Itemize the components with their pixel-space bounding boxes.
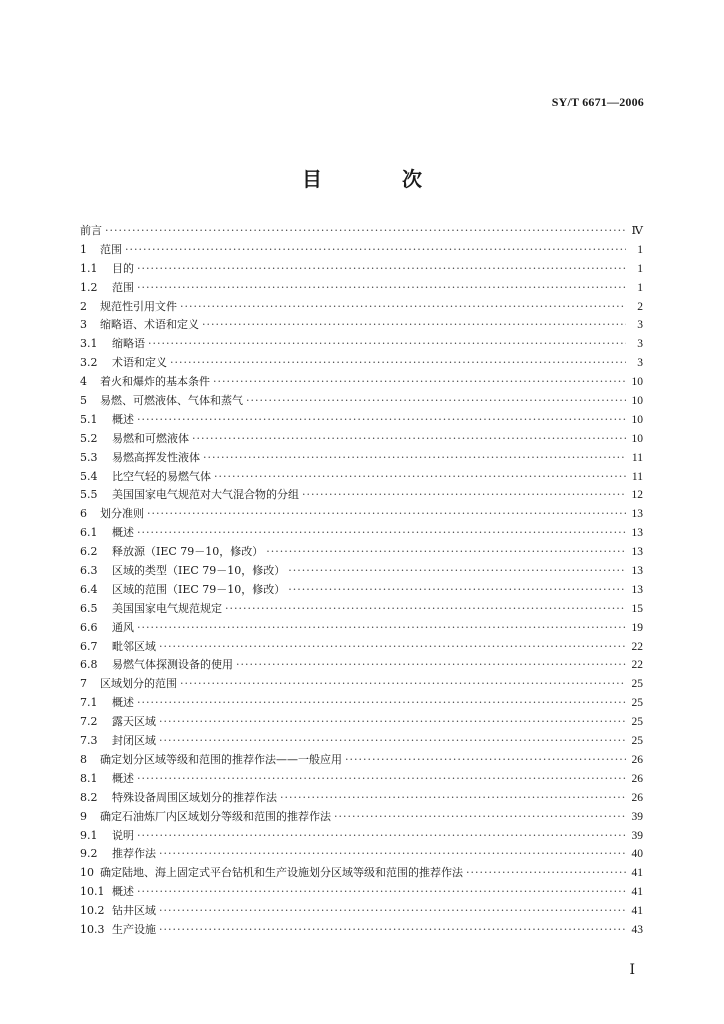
toc-entry[interactable] <box>80 373 643 392</box>
toc-entry-page: 10 <box>631 432 643 445</box>
toc-entry-page: Ⅳ <box>631 225 643 237</box>
toc-dot-leader <box>137 694 626 713</box>
toc-entry-page: 1 <box>637 262 643 275</box>
toc-entry-page: 25 <box>631 678 643 691</box>
toc-dot-leader <box>137 827 626 846</box>
toc-dot-leader <box>236 656 626 675</box>
toc-entry-page: 41 <box>631 867 643 880</box>
toc-entry-page: 15 <box>631 602 643 615</box>
toc-entry-label: 划分准则 <box>100 507 144 521</box>
toc-dot-leader <box>170 354 626 373</box>
toc-entry[interactable] <box>80 656 643 675</box>
toc-dot-leader <box>246 392 626 411</box>
toc-entry-page: 43 <box>631 923 643 936</box>
toc-entry-page: 11 <box>631 451 643 464</box>
table-of-contents <box>80 222 643 940</box>
toc-entry[interactable] <box>80 241 643 260</box>
toc-entry-number: 5.2 <box>80 431 98 445</box>
toc-entry-page: 1 <box>637 281 643 294</box>
toc-entry[interactable] <box>80 883 643 902</box>
toc-entry-page: 10 <box>631 376 643 389</box>
toc-dot-leader <box>225 600 626 619</box>
toc-entry[interactable] <box>80 581 643 600</box>
toc-entry-label: 露天区域 <box>112 715 156 729</box>
toc-dot-leader <box>345 751 626 770</box>
toc-entry[interactable] <box>80 619 643 638</box>
toc-entry-label: 缩略语 <box>112 337 145 351</box>
toc-entry-number: 6.2 <box>80 545 98 559</box>
toc-dot-leader <box>203 449 626 468</box>
toc-entry-label: 概述 <box>112 771 134 785</box>
toc-entry-number: 3 <box>80 318 87 332</box>
toc-entry-number: 8.2 <box>80 790 98 804</box>
toc-entry-number: 6.4 <box>80 582 98 596</box>
toc-entry-page: 22 <box>631 640 643 653</box>
toc-entry-page: 19 <box>631 621 643 634</box>
page-number: Ⅰ <box>629 963 635 978</box>
toc-entry-number: 9.1 <box>80 828 98 842</box>
toc-dot-leader <box>280 789 626 808</box>
toc-entry[interactable] <box>80 732 643 751</box>
toc-entry-page: 25 <box>631 735 643 748</box>
toc-entry-number: 6.5 <box>80 601 98 615</box>
toc-entry-number: 5.4 <box>80 469 98 483</box>
toc-entry[interactable] <box>80 392 643 411</box>
toc-entry-page: 25 <box>631 697 643 710</box>
toc-entry-label: 概述 <box>112 412 134 426</box>
toc-entry-label: 美国国家电气规范对大气混合物的分组 <box>112 488 299 502</box>
toc-entry-page: 10 <box>631 413 643 426</box>
toc-dot-leader <box>466 864 626 883</box>
toc-entry-page: 13 <box>631 546 643 559</box>
toc-entry-number: 4 <box>80 375 87 389</box>
toc-entry[interactable] <box>80 638 643 657</box>
toc-dot-leader <box>137 619 626 638</box>
toc-entry-label: 区域划分的范围 <box>100 677 177 691</box>
toc-entry-label: 易燃高挥发性液体 <box>112 450 200 464</box>
toc-entry-number: 1 <box>80 242 87 256</box>
toc-dot-leader <box>105 222 626 241</box>
toc-dot-leader <box>288 581 626 600</box>
toc-entry-page: 26 <box>631 772 643 785</box>
toc-entry-label: 概述 <box>112 885 134 899</box>
toc-entry-number: 6.3 <box>80 564 98 578</box>
toc-entry-label: 确定陆地、海上固定式平台钻机和生产设施划分区域等级和范围的推荐作法 <box>100 866 463 880</box>
toc-entry[interactable] <box>80 543 643 562</box>
toc-entry-label: 区域的类型（IEC 79－10，修改） <box>112 564 286 578</box>
toc-dot-leader <box>159 638 626 657</box>
toc-dot-leader <box>213 373 626 392</box>
toc-dot-leader <box>147 505 626 524</box>
toc-entry-page: 13 <box>631 527 643 540</box>
toc-entry-label: 钻井区域 <box>112 904 156 918</box>
toc-entry-label: 范围 <box>112 280 134 294</box>
toc-dot-leader <box>288 562 626 581</box>
toc-entry-number: 6.8 <box>80 658 98 672</box>
toc-entry-page: 2 <box>637 300 643 313</box>
toc-entry-number: 10 <box>80 866 94 880</box>
toc-entry-page: 13 <box>631 565 643 578</box>
toc-entry-number: 8 <box>80 752 87 766</box>
toc-dot-leader <box>159 732 626 751</box>
toc-entry-label: 特殊设备周围区域划分的推荐作法 <box>112 790 277 804</box>
toc-entry-label: 比空气轻的易燃气体 <box>112 469 211 483</box>
toc-entry-label: 释放源（IEC 79－10，修改） <box>112 545 264 559</box>
toc-entry-label: 推荐作法 <box>112 847 156 861</box>
toc-entry[interactable] <box>80 430 643 449</box>
toc-entry[interactable] <box>80 562 643 581</box>
toc-entry-label: 美国国家电气规范规定 <box>112 601 222 615</box>
toc-entry[interactable] <box>80 864 643 883</box>
toc-entry-page: 39 <box>631 810 643 823</box>
toc-dot-leader <box>159 845 626 864</box>
toc-entry[interactable] <box>80 524 643 543</box>
toc-dot-leader <box>137 770 626 789</box>
toc-entry-label: 范围 <box>100 242 122 256</box>
toc-dot-leader <box>159 713 626 732</box>
toc-entry[interactable] <box>80 713 643 732</box>
toc-entry-page: 25 <box>631 716 643 729</box>
toc-entry-label: 确定石油炼厂内区域划分等级和范围的推荐作法 <box>100 809 331 823</box>
toc-entry-label: 确定划分区域等级和范围的推荐作法——一般应用 <box>100 752 342 766</box>
toc-entry-label: 易燃、可燃液体、气体和蒸气 <box>100 394 243 408</box>
toc-entry[interactable] <box>80 789 643 808</box>
toc-entry-page: 26 <box>631 791 643 804</box>
toc-entry-page: 40 <box>631 848 643 861</box>
toc-entry-number: 5.5 <box>80 488 98 502</box>
toc-dot-leader <box>137 524 626 543</box>
toc-entry-number: 2 <box>80 299 87 313</box>
toc-entry-page: 22 <box>631 659 643 672</box>
toc-dot-leader <box>334 808 626 827</box>
toc-entry-page: 1 <box>637 243 643 256</box>
standard-code: SY/T 6671—2006 <box>551 95 644 109</box>
toc-entry-number: 1.1 <box>80 261 98 275</box>
toc-entry[interactable] <box>80 468 643 487</box>
toc-entry-number: 5.3 <box>80 450 98 464</box>
toc-entry-number: 7.3 <box>80 734 98 748</box>
toc-entry-page: 3 <box>637 338 643 351</box>
toc-entry-label: 封闭区域 <box>112 734 156 748</box>
toc-entry[interactable] <box>80 921 643 940</box>
toc-entry-number: 8.1 <box>80 771 98 785</box>
toc-dot-leader <box>137 279 626 298</box>
toc-entry-label: 前言 <box>80 224 102 237</box>
toc-entry-page: 10 <box>631 395 643 408</box>
toc-dot-leader <box>159 902 626 921</box>
toc-entry-number: 7.1 <box>80 696 98 710</box>
toc-dot-leader <box>202 316 626 335</box>
toc-entry[interactable] <box>80 279 643 298</box>
toc-entry-number: 5 <box>80 394 87 408</box>
toc-entry[interactable] <box>80 751 643 770</box>
toc-entry-number: 9 <box>80 809 87 823</box>
page-title: 目 次 <box>302 167 452 191</box>
toc-entry[interactable] <box>80 411 643 430</box>
toc-entry-label: 规范性引用文件 <box>100 299 177 313</box>
toc-entry-number: 5.1 <box>80 412 98 426</box>
toc-entry-page: 26 <box>631 753 643 766</box>
toc-entry[interactable] <box>80 222 643 241</box>
toc-entry-number: 6.7 <box>80 639 98 653</box>
toc-entry-label: 毗邻区域 <box>112 639 156 653</box>
toc-entry-label: 着火和爆炸的基本条件 <box>100 375 210 389</box>
toc-entry-label: 易燃和可燃液体 <box>112 431 189 445</box>
toc-entry-label: 缩略语、术语和定义 <box>100 318 199 332</box>
toc-entry-page: 12 <box>631 489 643 502</box>
toc-dot-leader <box>137 260 626 279</box>
toc-dot-leader <box>137 883 626 902</box>
toc-dot-leader <box>302 486 626 505</box>
toc-entry[interactable] <box>80 354 643 373</box>
toc-entry[interactable] <box>80 675 643 694</box>
toc-entry-page: 41 <box>631 886 643 899</box>
toc-dot-leader <box>192 430 626 449</box>
toc-entry-number: 10.2 <box>80 904 105 918</box>
toc-entry-label: 生产设施 <box>112 922 156 936</box>
toc-entry-label: 概述 <box>112 696 134 710</box>
toc-entry[interactable] <box>80 505 643 524</box>
toc-entry-page: 41 <box>631 905 643 918</box>
toc-dot-leader <box>159 921 626 940</box>
toc-dot-leader <box>180 298 626 317</box>
toc-dot-leader <box>148 335 626 354</box>
toc-entry-number: 3.2 <box>80 356 98 370</box>
toc-entry-number: 6 <box>80 507 87 521</box>
toc-entry-label: 通风 <box>112 620 134 634</box>
toc-entry-label: 说明 <box>112 828 134 842</box>
toc-entry-label: 术语和定义 <box>112 356 167 370</box>
toc-entry-number: 7 <box>80 677 87 691</box>
toc-dot-leader <box>180 675 626 694</box>
toc-dot-leader <box>125 241 626 260</box>
toc-entry[interactable] <box>80 260 643 279</box>
toc-entry[interactable] <box>80 600 643 619</box>
toc-entry-page: 3 <box>637 319 643 332</box>
toc-entry-page: 11 <box>631 470 643 483</box>
toc-entry-number: 10.3 <box>80 922 105 936</box>
toc-entry[interactable] <box>80 845 643 864</box>
toc-entry[interactable] <box>80 449 643 468</box>
toc-entry[interactable] <box>80 316 643 335</box>
toc-entry-number: 6.1 <box>80 526 98 540</box>
toc-entry-label: 目的 <box>112 261 134 275</box>
toc-entry[interactable] <box>80 902 643 921</box>
toc-entry-page: 13 <box>631 508 643 521</box>
toc-entry[interactable] <box>80 808 643 827</box>
toc-entry-number: 10.1 <box>80 885 105 899</box>
toc-entry-label: 易燃气体探测设备的使用 <box>112 658 233 672</box>
toc-entry[interactable] <box>80 298 643 317</box>
toc-entry-label: 区域的范围（IEC 79－10，修改） <box>112 582 286 596</box>
toc-entry-number: 1.2 <box>80 280 98 294</box>
toc-entry-page: 39 <box>631 829 643 842</box>
toc-dot-leader <box>266 543 626 562</box>
toc-entry-page: 13 <box>631 583 643 596</box>
toc-entry[interactable] <box>80 770 643 789</box>
toc-entry[interactable] <box>80 827 643 846</box>
toc-dot-leader <box>137 411 626 430</box>
toc-entry-number: 7.2 <box>80 715 98 729</box>
toc-entry[interactable] <box>80 486 643 505</box>
toc-entry-page: 3 <box>637 357 643 370</box>
toc-entry-number: 3.1 <box>80 337 98 351</box>
toc-entry-number: 6.6 <box>80 620 98 634</box>
toc-entry[interactable] <box>80 694 643 713</box>
toc-entry[interactable] <box>80 335 643 354</box>
toc-dot-leader <box>214 468 626 487</box>
toc-entry-label: 概述 <box>112 526 134 540</box>
toc-entry-number: 9.2 <box>80 847 98 861</box>
